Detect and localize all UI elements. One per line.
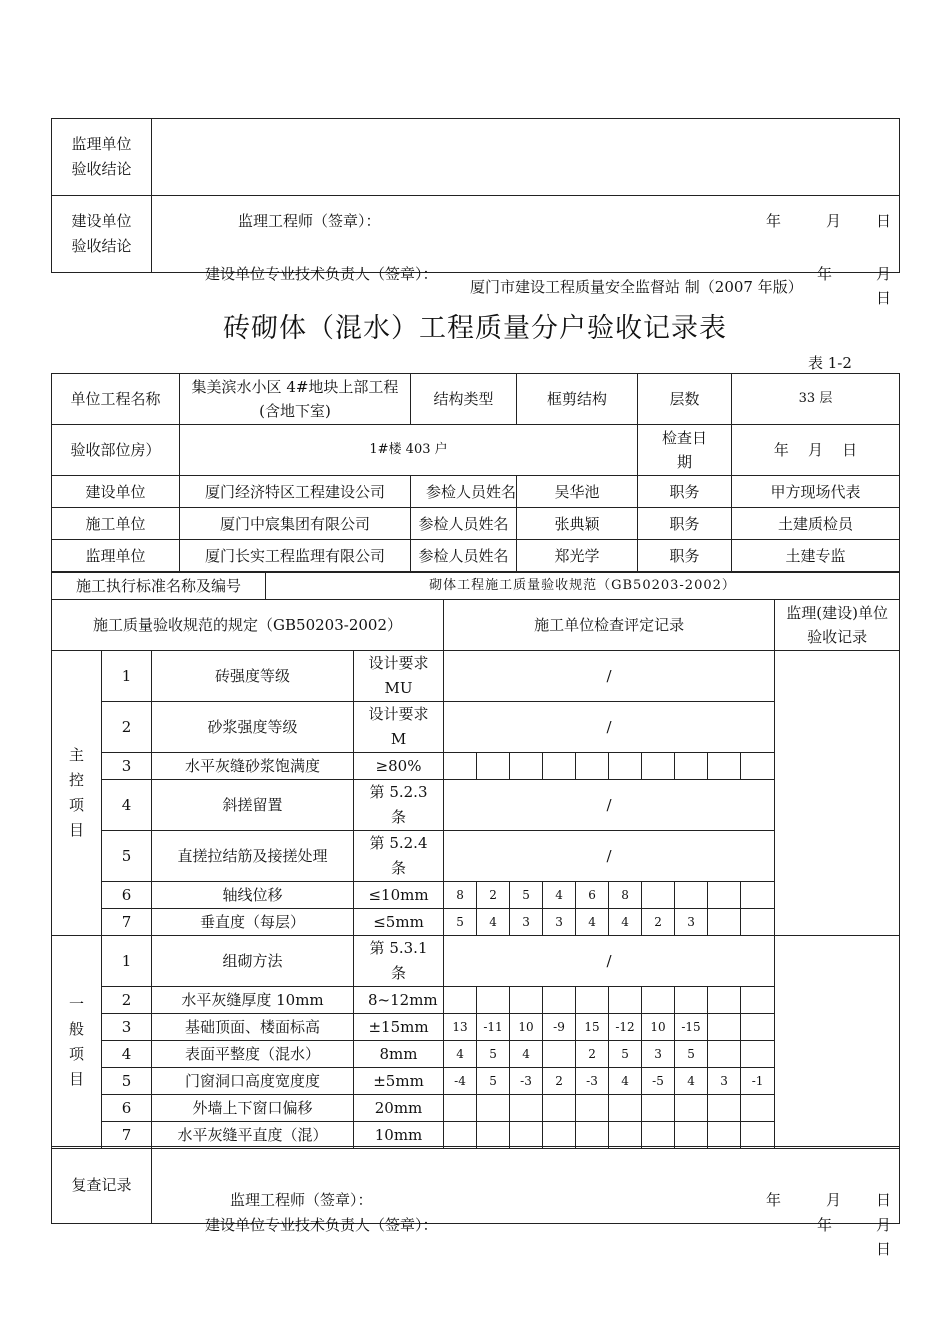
record-slash: / [444,651,775,702]
review-label: 复查记录 [52,1147,152,1224]
info-table [51,373,900,572]
item-name: 砂浆强度等级 [152,702,354,753]
post-value: 土建质检员 [732,508,900,540]
record-value-cell[interactable] [576,753,609,780]
item-name: 外墙上下窗口偏移 [152,1095,354,1122]
record-value-cell[interactable]: 6 [576,882,609,909]
record-value-cell[interactable] [675,753,708,780]
floors-label: 层数 [638,374,732,425]
item-number: 2 [102,987,152,1014]
record-value-cell[interactable]: -9 [543,1014,576,1041]
record-value-cell[interactable]: 4 [675,1068,708,1095]
record-value-cell[interactable]: -12 [609,1014,642,1041]
record-value-cell[interactable]: 8 [609,882,642,909]
project-name: 集美滨水小区 4#地块上部工程(含地下室) [180,374,411,425]
unit-role: 施工单位 [52,508,180,540]
unit-role: 建设单位 [52,476,180,508]
record-value-cell[interactable]: 5 [510,882,543,909]
page-title: 砖砌体（混水）工程质量分户验收记录表 [223,313,727,344]
record-value-cell[interactable] [675,882,708,909]
record-slash: / [444,780,775,831]
footer-note: 厦门市建设工程质量安全监督站 制（2007 年版） [470,278,803,296]
post-value: 甲方现场代表 [732,476,900,508]
record-value-cell[interactable]: 4 [543,882,576,909]
main-control-group-label: 主 控 项 目 [52,651,102,936]
record-value-cell[interactable] [477,753,510,780]
record-value-cell[interactable]: 5 [477,1041,510,1068]
person-label: 参检人员姓名 [411,508,517,540]
record-value-cell[interactable]: -15 [675,1014,708,1041]
record-value-cell[interactable] [444,987,477,1014]
record-value-cell[interactable] [543,1041,576,1068]
year-label: 年 [766,212,782,230]
record-value-cell[interactable] [708,753,741,780]
item-name: 门窗洞口高度宽度度 [152,1068,354,1095]
review-engineer-sign: 监理工程师（签章）： [230,1191,373,1209]
record-value-cell[interactable] [609,987,642,1014]
supervision-conclusion-cell[interactable] [152,119,900,230]
record-value-cell[interactable]: 4 [576,909,609,936]
check-date-value[interactable]: 年 月 日 [732,425,900,476]
record-value-cell[interactable] [642,1095,675,1122]
record-value-cell[interactable] [576,987,609,1014]
record-value-cell[interactable] [642,882,675,909]
item-name: 斜搓留置 [152,780,354,831]
item-number: 7 [102,1122,152,1149]
post-label: 职务 [638,540,732,572]
record-value-cell[interactable]: 5 [477,1068,510,1095]
check-row [52,987,900,1014]
record-value-cell[interactable] [708,987,741,1014]
record-value-cell[interactable] [510,1095,543,1122]
item-number: 4 [102,780,152,831]
record-value-cell[interactable] [708,882,741,909]
unit-name: 厦门中宸集团有限公司 [180,508,411,540]
record-value-cell[interactable] [510,753,543,780]
person-label: 参检人员姓名 [411,540,517,572]
person-name: 吴华池 [517,476,638,508]
record-value-cell[interactable] [708,1041,741,1068]
item-number: 1 [102,936,152,987]
record-value-cell[interactable] [708,909,741,936]
item-number: 6 [102,882,152,909]
supervision-conclusion-label: 监理单位 验收结论 [52,119,152,196]
table-number: 表 1-2 [808,354,852,372]
record-value-cell[interactable] [642,753,675,780]
record-value-cell[interactable] [510,987,543,1014]
check-table [51,599,900,1149]
day-label: 日 [876,212,892,230]
record-value-cell[interactable] [609,1095,642,1122]
unit-role: 监理单位 [52,540,180,572]
record-value-cell[interactable]: 2 [642,909,675,936]
supervision-engineer-sign: 监理工程师（签章）： [238,212,381,230]
item-number: 6 [102,1095,152,1122]
record-value-cell[interactable] [741,1041,775,1068]
record-value-cell[interactable]: 8 [444,882,477,909]
item-name: 水平灰缝平直度（混） [152,1122,354,1149]
day-label: 日 [876,1240,892,1258]
person-name: 张典颖 [517,508,638,540]
item-name: 直搓拉结筋及接搓处理 [152,831,354,882]
record-value-cell[interactable] [741,753,775,780]
record-value-cell[interactable] [543,1095,576,1122]
record-value-cell[interactable] [477,1095,510,1122]
record-value-cell[interactable]: 3 [708,1068,741,1095]
item-name: 垂直度（每层） [152,909,354,936]
check-row [52,753,900,780]
item-number: 5 [102,1068,152,1095]
standard-label: 施工执行标准名称及编号 [52,573,266,600]
record-value-cell[interactable]: 4 [444,1041,477,1068]
post-value: 土建专监 [732,540,900,572]
item-name: 基础顶面、楼面标高 [152,1014,354,1041]
year-label: 年 [817,1216,833,1234]
item-number: 4 [102,1041,152,1068]
year-label: 年 [817,265,833,283]
spec-header: 施工质量验收规范的规定（GB50203-2002） [52,600,444,651]
record-value-cell[interactable]: 2 [576,1041,609,1068]
record-value-cell[interactable] [741,882,775,909]
record-value-cell[interactable]: -5 [642,1068,675,1095]
record-value-cell[interactable]: 4 [609,909,642,936]
general-group-label: 一 般 项 目 [52,936,102,1149]
month-label: 月 [826,1191,842,1209]
supervision-header: 监理(建设)单位验收记录 [775,600,900,651]
review-table [51,1146,900,1258]
unit-name: 厦门长实工程监理有限公司 [180,540,411,572]
check-row [52,702,900,753]
record-value-cell[interactable]: -3 [510,1068,543,1095]
record-value-cell[interactable] [708,1014,741,1041]
record-value-cell[interactable] [477,987,510,1014]
record-value-cell[interactable]: 4 [510,1041,543,1068]
record-value-cell[interactable] [642,1122,675,1149]
record-value-cell[interactable]: -11 [477,1014,510,1041]
item-requirement: ±5mm [354,1068,444,1095]
item-requirement: ±15mm [354,1014,444,1041]
item-requirement: 8~12mm [354,987,444,1014]
record-slash: / [444,702,775,753]
day-label: 日 [876,289,892,307]
item-name: 水平灰缝砂浆饱满度 [152,753,354,780]
record-value-cell[interactable] [510,1122,543,1149]
item-number: 3 [102,753,152,780]
check-row [52,1014,900,1041]
record-value-cell[interactable]: 13 [444,1014,477,1041]
post-label: 职务 [638,476,732,508]
part-value: 1#楼 403 户 [180,425,638,476]
item-requirement: 第 5.2.4 条 [354,831,444,882]
review-cell[interactable] [152,1147,900,1258]
construction-conclusion-label: 建设单位 验收结论 [52,196,152,273]
month-label: 月 [876,265,892,283]
check-row [52,780,900,831]
record-value-cell[interactable]: 3 [543,909,576,936]
record-value-cell[interactable] [444,753,477,780]
record-value-cell[interactable]: 15 [576,1014,609,1041]
record-value-cell[interactable] [444,1122,477,1149]
unit-name: 厦门经济特区工程建设公司 [180,476,411,508]
item-requirement: 设计要求MU [354,651,444,702]
item-number: 7 [102,909,152,936]
record-value-cell[interactable]: 5 [609,1041,642,1068]
record-value-cell[interactable]: 2 [543,1068,576,1095]
record-value-cell[interactable]: 4 [477,909,510,936]
item-number: 1 [102,651,152,702]
record-value-cell[interactable] [741,987,775,1014]
item-name: 轴线位移 [152,882,354,909]
record-value-cell[interactable] [708,1122,741,1149]
day-label: 日 [876,1191,892,1209]
item-name: 组砌方法 [152,936,354,987]
record-value-cell[interactable]: -4 [444,1068,477,1095]
record-value-cell[interactable] [675,987,708,1014]
item-requirement: 设计要求M [354,702,444,753]
check-row [52,1041,900,1068]
person-label: 参检人员姓名 [411,476,517,508]
supervision-record-cell[interactable] [775,651,900,936]
item-requirement: 20mm [354,1095,444,1122]
record-value-cell[interactable]: 3 [510,909,543,936]
record-value-cell[interactable] [741,1095,775,1122]
record-value-cell[interactable] [708,1095,741,1122]
post-label: 职务 [638,508,732,540]
item-name: 水平灰缝厚度 10mm [152,987,354,1014]
record-value-cell[interactable]: 4 [609,1068,642,1095]
month-label: 月 [876,1216,892,1234]
check-row [52,1095,900,1122]
record-value-cell[interactable] [543,987,576,1014]
item-name: 表面平整度（混水） [152,1041,354,1068]
item-requirement: ≤10mm [354,882,444,909]
record-value-cell[interactable] [543,1122,576,1149]
record-value-cell[interactable] [741,1014,775,1041]
item-requirement: ≥80% [354,753,444,780]
item-requirement: 第 5.3.1 条 [354,936,444,987]
item-requirement: 8mm [354,1041,444,1068]
record-value-cell[interactable] [609,753,642,780]
record-value-cell[interactable] [576,1095,609,1122]
item-requirement: ≤5mm [354,909,444,936]
record-value-cell[interactable] [675,1095,708,1122]
record-value-cell[interactable]: 10 [642,1014,675,1041]
record-value-cell[interactable] [642,987,675,1014]
check-row [52,936,900,987]
record-value-cell[interactable] [609,1122,642,1149]
record-value-cell[interactable] [675,1122,708,1149]
record-value-cell[interactable] [576,1122,609,1149]
standard-table [51,572,900,600]
item-requirement: 第 5.2.3 条 [354,780,444,831]
record-value-cell[interactable]: 3 [642,1041,675,1068]
review-person-sign: 建设单位专业技术负责人（签章）： [205,1216,438,1234]
item-number: 2 [102,702,152,753]
record-value-cell[interactable] [444,1095,477,1122]
check-row [52,1068,900,1095]
check-row [52,1122,900,1149]
record-value-cell[interactable] [543,753,576,780]
record-value-cell[interactable]: 5 [444,909,477,936]
floors: 33 层 [732,374,900,425]
record-value-cell[interactable]: 10 [510,1014,543,1041]
record-value-cell[interactable]: 2 [477,882,510,909]
record-value-cell[interactable]: 3 [675,909,708,936]
record-value-cell[interactable]: 5 [675,1041,708,1068]
record-slash: / [444,936,775,987]
part-label: 验收部位房） [52,425,180,476]
item-number: 3 [102,1014,152,1041]
record-value-cell[interactable] [741,909,775,936]
supervision-record-cell[interactable] [775,936,900,1149]
check-row [52,831,900,882]
structure-type: 框剪结构 [517,374,638,425]
record-value-cell[interactable]: -1 [741,1068,775,1095]
record-value-cell[interactable] [477,1122,510,1149]
check-row [52,882,900,909]
project-name-label: 单位工程名称 [52,374,180,425]
record-value-cell[interactable]: -3 [576,1068,609,1095]
item-number: 5 [102,831,152,882]
standard-value: 砌体工程施工质量验收规范（GB50203-2002） [266,573,900,600]
construction-person-sign: 建设单位专业技术负责人（签章）： [205,265,438,283]
year-label: 年 [766,1191,782,1209]
person-name: 郑光学 [517,540,638,572]
record-slash: / [444,831,775,882]
month-label: 月 [826,212,842,230]
item-name: 砖强度等级 [152,651,354,702]
record-header: 施工单位检查评定记录 [444,600,775,651]
check-row [52,909,900,936]
structure-type-label: 结构类型 [411,374,517,425]
record-value-cell[interactable] [741,1122,775,1149]
item-requirement: 10mm [354,1122,444,1149]
check-row [52,651,900,702]
check-date-label: 检查日期 [638,425,732,476]
